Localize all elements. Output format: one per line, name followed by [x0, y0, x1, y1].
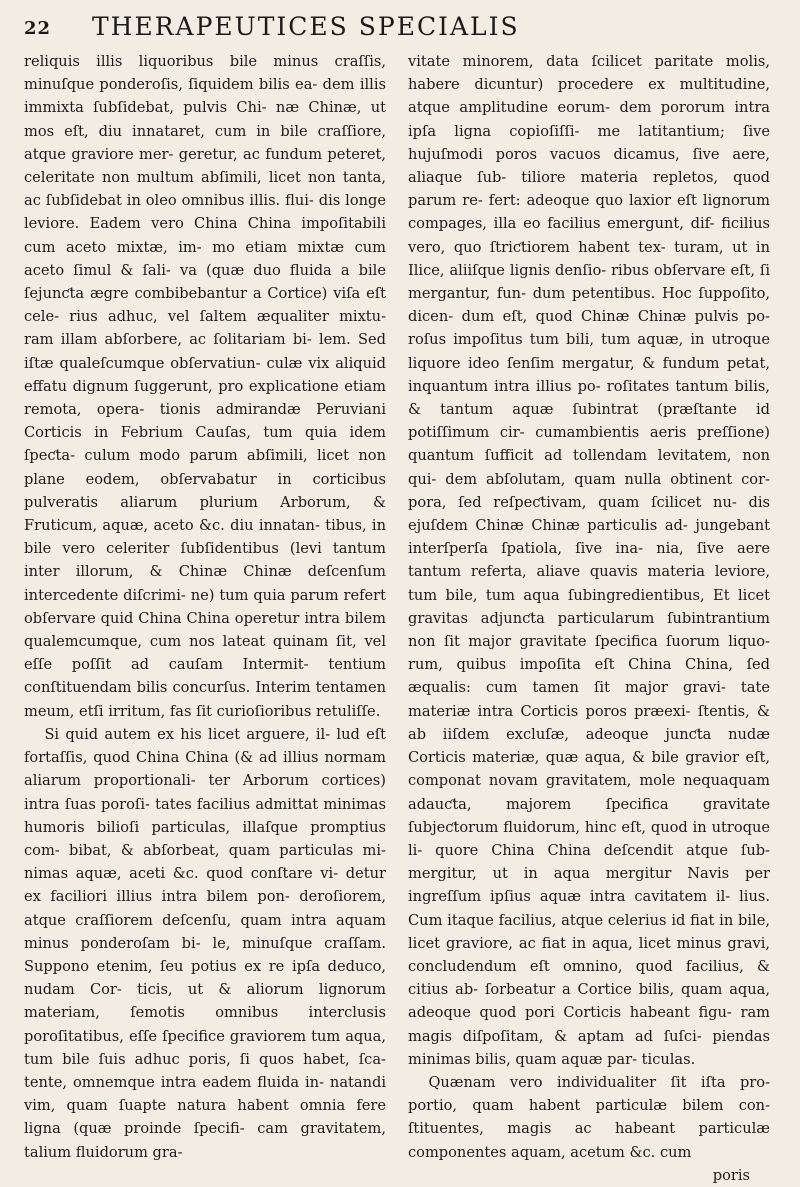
catchword: poris	[712, 1166, 750, 1184]
right-column	[408, 50, 770, 1187]
right-paragraph-2: Quænam vero individualiter ſit iſta pro- portio, quam habent particulæ bilem con- ſtituentes, magis ac habeant particulæ componentes aquam, acetum &c. cum	[408, 1073, 770, 1161]
right-paragraph-1: vitate minorem, data ſcilicet paritate molis, habere dicuntur) procedere ex multitudine, atque amplitudine eorum- dem pororum intra ipſa ligna copioſiſſi- me latitantium; ſive hujuſmodi poros vacuos dicamus, ſive aere, aliaque ſub- tiliore materia repletos, quod parum re- fert: adeoque quo laxior eſt lignorum compages, illa eo facilius emergunt, dif- ficilius vero, quo ſtriƈtiorem habent tex- turam, ut in Ilice, aliiſque lignis denſio- ribus obſervare eſt, ſi mergantur, fun- dum petentibus. Hoc ſuppoſito, dicen- dum eſt, quod Chinæ Chinæ pulvis po- roſus impoſitus tum bili, tum aquæ, in utroque liquore ideo ſenſim mergatur, & fundum petat, inquantum intra illius po- roſitates tantum bilis, & tantum aquæ ſubintrat (præſtante id potiſſimum cir- cumambientis aeris preſſione) quantum ſufficit ad tollendam levitatem, non qui- dem abſolutam, quam nulla obtinent cor- pora, ſed reſpeƈtivam, quam ſcilicet nu- dis ejuſdem Chinæ Chinæ particulis ad- jungebant interſperſa ſpatiola, ſive ina- nia, ſive aere tantum referta, aliave quavis materia leviore, tum bile, tum aqua ſubingredientibus, Et licet gravitas adjunƈta particularum ſubintrantium non ſit major gravitate ſpecifica ſuorum liquo- rum, quibus impoſita eſt China China, ſed æqualis: cum tamen ſit major gravi- tate materiæ intra Corticis poros præexi- ſtentis, & ab iiſdem excluſæ, adeoque junƈta nudæ Corticis materiæ, quæ aqua, & bile gravior eſt, componat novam gravitatem, mole nequaquam adauƈta, majorem ſpecifica gravitate ſubjeƈtorum fluidorum, hinc eſt, quod in utroque li- quore China China deſcendit atque ſub- mergitur, ut in aqua mergitur Navis per ingreſſum ipſius aquæ intra cavitatem il- lius. Cum itaque facilius, atque celerius id fiat in bile, licet graviore, ac fiat in aqua, licet minus gravi, concludendum eſt omnino, quod facilius, & citius ab- ſorbeatur a Cortice bilis, quam aqua, adeoque quod pori Corticis habeant figu- ram magis diſpoſitam, & aptam ad ſuſci- piendas minimas bilis, quam aquæ par- ticulas.	[408, 53, 770, 1068]
left-paragraph-2: Si quid autem ex his licet arguere, il- lud eſt fortaſſis, quod China China (& ad illius normam aliarum proportionali- ter Arborum cortices) intra ſuas poroſi- tates facilius admittat minimas humoris bilioſi particulas, illaſque promptius com- bibat, & abſorbeat, quam particulas mi- nimas aquæ, aceti &c. quod conſtare vi- detur ex faciliori illius intra bilem pon- deroſiorem, atque craſſiorem deſcenſu, quam intra aquam minus ponderoſam bi- le, minuſque craſſam. Suppono etenim, ſeu potius ex re ipſa deduco, nudam Cor- ticis, ut & aliorum lignorum materiam, ſemotis omnibus interclusis poroſitatibus, eſſe ſpecifice graviorem tum aqua, tum bile ſuis adhuc poris, ſi quos habet, ſca- tente, omnemque intra eadem fluida in- natandi vim, quam ſuapte natura habent omnia fere ligna (quæ proinde ſpecifi- cam gravitatem, talium fluidorum gra-	[24, 725, 386, 1161]
left-column	[24, 50, 386, 1164]
page-number: 22	[24, 18, 52, 39]
left-paragraph-1: reliquis illis liquoribus bile minus craſſis, minuſque ponderoſis, ſiquidem bilis ea- dem illis immixta ſubſidebat, pulvis Chi- næ Chinæ, ut mos eſt, diu innataret, cum in bile craſſiore, atque graviore mer- geretur, ac fundum peteret, celeritate non multum abſimili, licet non tanta, ac ſubſidebat in oleo omnibus illis. flui- dis longe leviore. Eadem vero China China impoſitabili cum aceto mixtæ, im- mo etiam mixtæ cum aceto ſimul & ſali- va (quæ duo fluida a bile ſejunƈta ægre combibebantur a Cortice) viſa eſt cele- rius adhuc, vel ſaltem æqualiter mixtu- ram illam abſorbere, ac ſolitariam bi- lem. Sed iſtæ qualeſcumque obſervatiun- culæ vix aliquid effatu dignum ſuggerunt, pro explicatione etiam remota, opera- tionis admirandæ Peruviani Corticis in Febrium Cauſas, tum quia idem ſpeƈta- culum modo parum abſimili, licet non plane eodem, obſervabatur in corticibus pulveratis aliarum plurium Arborum, & Fruticum, aquæ, aceto &c. diu innatan- tibus, in bile vero celeriter ſubſidentibus (levi tantum inter illorum, & Chinæ Chinæ deſcenſum intercedente diſcrimi- ne) tum quia parum refert obſervare quid China China operetur intra bilem qualemcumque, cum nos lateat quinam ſit, vel eſſe poſſit ad cauſam Intermit- tentium conſtituendam bilis concurſus. Interim tentamen meum, etſi irritum, fas ſit curioſioribus retuliſſe.	[24, 53, 386, 720]
running-head: THERAPEUTICES SPECIALIS	[92, 12, 520, 41]
page-header	[0, 12, 800, 42]
